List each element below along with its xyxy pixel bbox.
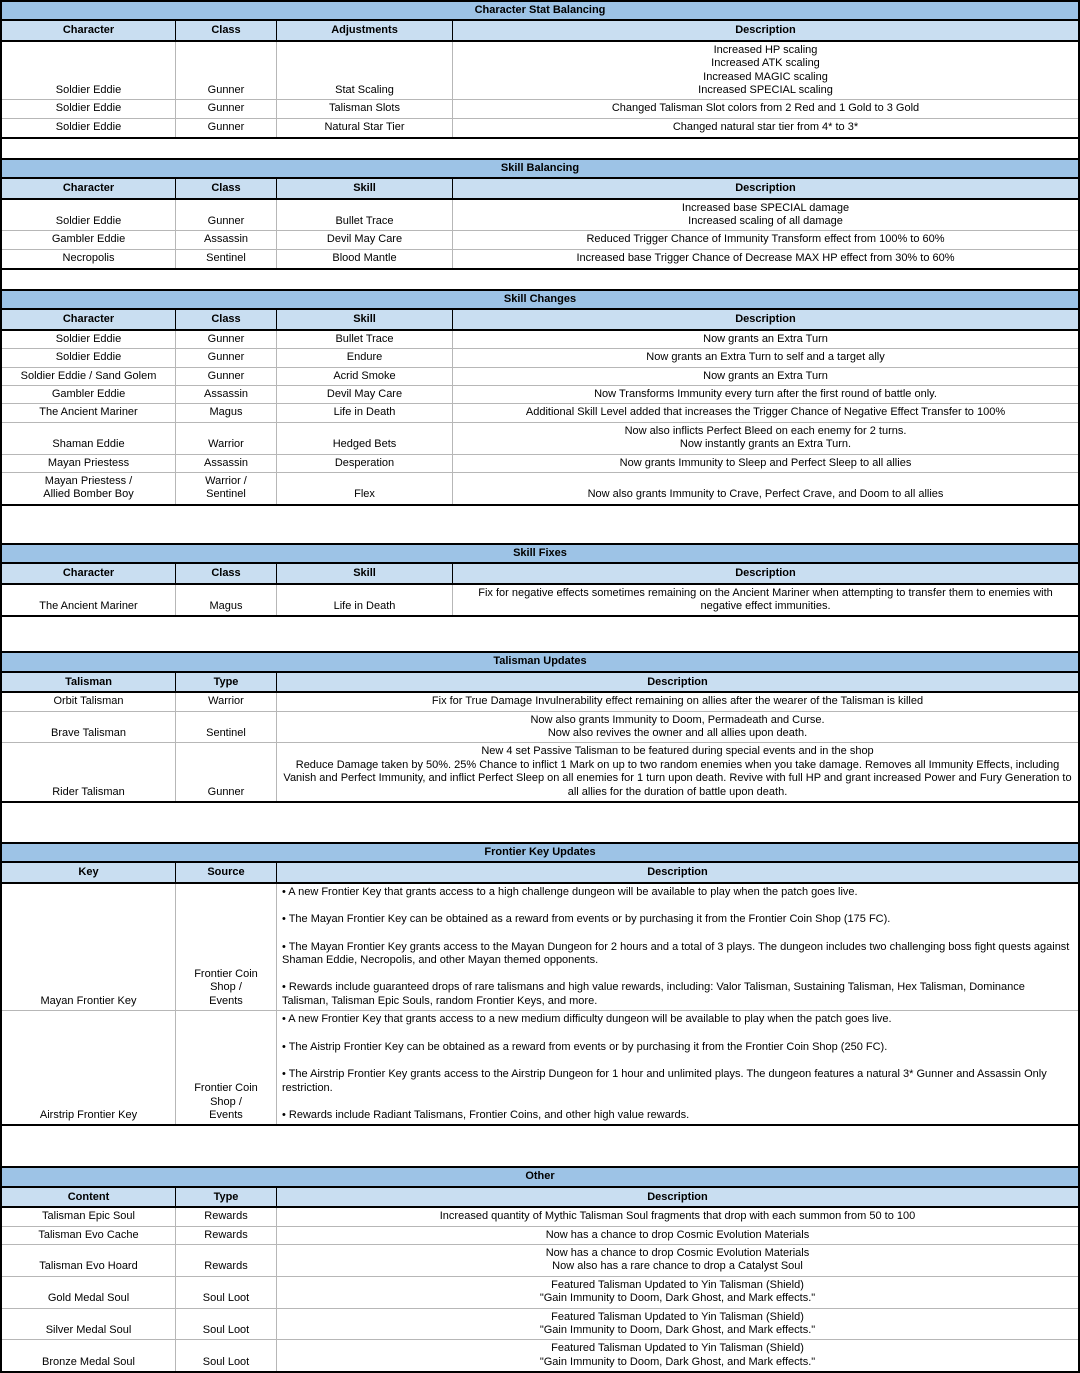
cell-line: Featured Talisman Updated to Yin Talisman (Shield) [551, 1342, 804, 1355]
table-cell [453, 100, 1078, 117]
table-cell [277, 455, 453, 472]
table-row [2, 1245, 1078, 1277]
cell-line: Gunner [207, 332, 245, 345]
cell-line: Events [209, 1108, 243, 1121]
table-cell [2, 423, 176, 454]
table-row [2, 231, 1078, 249]
table-cell [277, 693, 1078, 710]
table-cell [2, 455, 176, 472]
cell-line: Talisman Evo Cache [38, 1228, 139, 1241]
table-row [2, 884, 1078, 1011]
table-cell [277, 1011, 1078, 1124]
table-row [2, 423, 1078, 455]
cell-line: Frontier Coin Shop / [194, 1082, 258, 1108]
cell-line: Mayan Priestess [47, 456, 130, 469]
table-row [2, 1011, 1078, 1124]
table-cell [176, 1227, 277, 1244]
cell-line: Soul Loot [202, 1323, 250, 1336]
table-cell [176, 693, 277, 710]
cell-line: Increased base SPECIAL damage [681, 201, 850, 214]
table-row [2, 1227, 1078, 1245]
table-row [2, 743, 1078, 801]
cell-line: Sentinel [206, 727, 246, 739]
section-title: Character Stat Balancing [2, 2, 1078, 21]
table-cell [176, 331, 277, 348]
column-header: Content [2, 1188, 176, 1206]
table-skill-balancing [2, 158, 1078, 270]
table-cell [176, 349, 277, 366]
cell-line: Increased SPECIAL scaling [698, 84, 833, 97]
cell-line: Brave Talisman [51, 727, 126, 739]
table-cell [277, 349, 453, 366]
table-row [2, 404, 1078, 422]
table-cell [453, 349, 1078, 366]
table-cell [453, 404, 1078, 421]
table-cell [176, 200, 277, 231]
cell-line: The Ancient Mariner [39, 599, 138, 612]
cell-line: Soldier Eddie [55, 215, 122, 228]
cell-line: Orbit Talisman [53, 695, 124, 708]
table-cell [277, 100, 453, 117]
cell-line: Now grants an Extra Turn [703, 369, 828, 382]
table-cell [277, 386, 453, 403]
table-row [2, 455, 1078, 473]
table-cell [453, 455, 1078, 472]
cell-line: Soldier Eddie [55, 332, 122, 345]
cell-line: Warrior [208, 695, 244, 708]
column-header: Type [176, 673, 277, 691]
table-row [2, 386, 1078, 404]
table-cell [277, 743, 1078, 801]
table-row [2, 473, 1078, 504]
table-cell [176, 712, 277, 743]
cell-line: "Gain Immunity to Doom, Dark Ghost, and Mark effects." [539, 1323, 816, 1336]
table-row [2, 349, 1078, 367]
table-cell [453, 585, 1078, 616]
table-cell [277, 1227, 1078, 1244]
cell-line: Magus [209, 599, 243, 612]
cell-line: Devil May Care [326, 233, 403, 246]
cell-line: Featured Talisman Updated to Yin Talisman (Shield) [551, 1278, 804, 1291]
cell-line: Now also revives the owner and all allies upon death. [547, 727, 808, 739]
cell-line: Gold Medal Soul [47, 1292, 130, 1305]
column-header: Talisman [2, 673, 176, 691]
cell-line: Fix for negative effects sometimes remaining on the Ancient Mariner when attempting to transfer them to enemies with negative effect immunities. [478, 586, 1053, 612]
table-cell [2, 100, 176, 117]
cell-line: Rewards [204, 1228, 248, 1241]
table-cell [176, 250, 277, 268]
cell-line: • A new Frontier Key that grants access to a high challenge dungeon will be available to play when the patch goes live. [282, 885, 858, 898]
column-header-row [2, 310, 1078, 330]
cell-line: Rewards [204, 1260, 248, 1273]
table-cell [176, 231, 277, 248]
cell-line: • The Aistrip Frontier Key can be obtained as a reward from events or by purchasing it from the Frontier Coin Shop (250 FC). [282, 1040, 888, 1053]
table-cell [176, 1340, 277, 1371]
cell-line: Sentinel [206, 252, 246, 265]
cell-line: Bronze Medal Soul [42, 1355, 135, 1368]
section-title: Other [2, 1168, 1078, 1187]
cell-line: Reduce Damage taken by 50%. 25% Chance to inflict 1 Mark on up to two random enemies when you take damage. Removes all Immunity Effects, including Vanish and Perfect Immunity, and inflict Perfect Sleep on all enemies for 1 turn upon death. Revive with full HP and grant increased Power and Fury Generation to all allies for the duration of battle upon death. [283, 758, 1072, 798]
table-row [2, 1340, 1078, 1371]
table-cell [2, 331, 176, 348]
table-cell [453, 231, 1078, 248]
table-cell [176, 119, 277, 137]
table-cell [176, 42, 277, 100]
cell-line: Talisman Epic Soul [42, 1210, 135, 1223]
cell-line: Now grants an Extra Turn [703, 332, 828, 345]
table-cell [453, 200, 1078, 231]
table-cell [453, 119, 1078, 137]
table-cell [2, 368, 176, 385]
cell-line: Life in Death [333, 599, 396, 612]
cell-line: • A new Frontier Key that grants access to a new medium difficulty dungeon will be available to play when the patch goes live. [282, 1013, 892, 1026]
table-cell [2, 1208, 176, 1225]
cell-line: Changed Talisman Slot colors from 2 Red and 1 Gold to 3 Gold [611, 102, 920, 115]
table-cell [2, 712, 176, 743]
cell-line: Now has a chance to drop Cosmic Evolution Materials [545, 1246, 810, 1259]
cell-line: • The Mayan Frontier Key grants access to the Mayan Dungeon for 2 hours and a total of 3 plays. The dungeon includes two challenging boss fight quests against Shaman Eddie, Necropolis, and other Mayan themed opponents. [282, 940, 1070, 967]
table-cell [453, 386, 1078, 403]
table-cell [277, 1277, 1078, 1308]
cell-line: Soldier Eddie / Sand Golem [20, 369, 157, 382]
cell-line: Events [209, 994, 243, 1007]
table-row [2, 42, 1078, 101]
table-row [2, 585, 1078, 616]
cell-line: Gunner [207, 102, 245, 115]
table-talisman-updates [2, 651, 1078, 803]
table-cell [176, 743, 277, 801]
column-header: Skill [277, 310, 453, 328]
table-cell [277, 1309, 1078, 1340]
table-cell [2, 404, 176, 421]
table-cell [2, 473, 176, 504]
cell-line: Shaman Eddie [52, 438, 125, 451]
cell-line: Sentinel [206, 488, 246, 501]
cell-line: Gunner [207, 84, 245, 97]
cell-line: • Rewards include Radiant Talismans, Frontier Coins, and other high value rewards. [282, 1108, 690, 1121]
cell-line: Mayan Frontier Key [40, 994, 137, 1007]
column-header: Skill [277, 179, 453, 197]
cell-line: The Ancient Mariner [39, 406, 138, 419]
table-cell [2, 1309, 176, 1340]
column-header: Source [176, 863, 277, 881]
column-header: Character [2, 564, 176, 582]
column-header: Description [647, 866, 708, 879]
cell-line: Hedged Bets [332, 438, 397, 451]
cell-line: Assassin [203, 233, 249, 246]
cell-line: Devil May Care [326, 387, 403, 400]
column-header-row [2, 673, 1078, 693]
cell-line: Assassin [203, 387, 249, 400]
cell-line: Gambler Eddie [51, 387, 126, 400]
cell-line: Magus [209, 406, 243, 419]
table-cell [277, 404, 453, 421]
cell-line: Gunner [207, 351, 245, 364]
table-cell [176, 585, 277, 616]
cell-line: Talisman Evo Hoard [39, 1260, 138, 1273]
table-cell [453, 423, 1078, 454]
table-frontier-key-updates [2, 842, 1078, 1126]
cell-line: Soul Loot [202, 1292, 250, 1305]
table-cell [2, 200, 176, 231]
cell-line: Now instantly grants an Extra Turn. [679, 438, 852, 451]
table-cell [176, 1011, 277, 1124]
column-header-row [2, 564, 1078, 584]
cell-line: Gunner [207, 785, 245, 798]
cell-line: New 4 set Passive Talisman to be featured during special events and in the shop [481, 745, 874, 758]
table-cell [277, 368, 453, 385]
cell-line: Stat Scaling [335, 84, 394, 97]
table-cell [277, 119, 453, 137]
cell-line: Natural Star Tier [324, 121, 405, 134]
cell-line: Increased ATK scaling [711, 57, 820, 70]
table-row [2, 250, 1078, 268]
table-cell [453, 42, 1078, 100]
cell-line: Now also grants Immunity to Crave, Perfect Crave, and Doom to all allies [587, 488, 944, 501]
table-cell [2, 1227, 176, 1244]
cell-line: Now grants an Extra Turn to self and a target ally [646, 351, 885, 364]
table-cell [277, 1245, 1078, 1276]
table-cell [2, 743, 176, 801]
cell-line: Fix for True Damage Invulnerability effect remaining on allies after the wearer of the Talisman is killed [431, 695, 924, 708]
cell-line: Soldier Eddie [55, 84, 122, 97]
table-cell [2, 250, 176, 268]
table-cell [2, 119, 176, 137]
cell-line: Talisman Slots [329, 102, 400, 115]
table-cell [277, 712, 1078, 743]
cell-line: Changed natural star tier from 4* to 3* [672, 121, 859, 134]
cell-line: • The Airstrip Frontier Key grants access to the Airstrip Dungeon for 1 hour and unlimited plays. The dungeon features a natural 3* Gunner and Assassin Only restriction. [282, 1068, 1047, 1094]
cell-line: Now Transforms Immunity every turn after the first round of battle only. [594, 387, 937, 400]
table-other [2, 1166, 1078, 1373]
column-header-row [2, 21, 1078, 41]
column-header: Class [176, 21, 277, 39]
table-cell [176, 404, 277, 421]
section-title: Skill Balancing [2, 160, 1078, 179]
table-row [2, 100, 1078, 118]
table-cell [2, 1245, 176, 1276]
column-header: Description [735, 182, 796, 195]
cell-line: Bullet Trace [335, 215, 394, 228]
cell-line: Now grants Immunity to Sleep and Perfect Sleep to all allies [619, 456, 912, 469]
table-cell [2, 585, 176, 616]
cell-line: Now has a chance to drop Cosmic Evolution Materials [545, 1228, 810, 1241]
table-character-stat-balancing [2, 0, 1078, 139]
cell-line: Warrior [208, 438, 244, 451]
column-header: Character [2, 179, 176, 197]
column-header-row [2, 1188, 1078, 1208]
table-cell [277, 423, 453, 454]
cell-line: Reduced Trigger Chance of Immunity Transform effect from 100% to 60% [586, 233, 945, 246]
table-cell [453, 368, 1078, 385]
column-header: Description [735, 24, 796, 37]
table-cell [277, 1208, 1078, 1225]
table-cell [453, 473, 1078, 504]
table-cell [2, 1011, 176, 1124]
section-title: Talisman Updates [2, 653, 1078, 672]
cell-line: Allied Bomber Boy [43, 488, 134, 501]
table-cell [2, 231, 176, 248]
cell-line: Increased quantity of Mythic Talisman Soul fragments that drop with each summon from 50 to 100 [439, 1210, 916, 1223]
cell-line: Flex [354, 488, 375, 501]
cell-line: Necropolis [62, 252, 115, 265]
table-row [2, 200, 1078, 232]
cell-line: Acrid Smoke [333, 369, 396, 382]
column-header: Character [2, 310, 176, 328]
cell-line: Gambler Eddie [51, 233, 126, 246]
column-header: Description [647, 1190, 708, 1203]
table-row [2, 368, 1078, 386]
cell-line: Rewards [204, 1210, 248, 1223]
table-row [2, 1277, 1078, 1309]
cell-line: Gunner [207, 215, 245, 228]
table-cell [176, 1208, 277, 1225]
column-header-row [2, 863, 1078, 883]
table-cell [176, 386, 277, 403]
cell-line: Assassin [203, 456, 249, 469]
table-cell [176, 1309, 277, 1340]
table-cell [277, 585, 453, 616]
table-skill-fixes [2, 543, 1078, 618]
cell-line: "Gain Immunity to Doom, Dark Ghost, and Mark effects." [539, 1292, 816, 1305]
cell-line: Rider Talisman [52, 785, 125, 798]
column-header: Type [176, 1188, 277, 1206]
cell-line: Warrior / [205, 474, 247, 487]
table-cell [2, 42, 176, 100]
cell-line: Desperation [334, 456, 395, 469]
table-cell [277, 331, 453, 348]
table-row [2, 1208, 1078, 1226]
cell-line: Now also has a rare chance to drop a Catalyst Soul [552, 1260, 803, 1273]
cell-line: Soldier Eddie [55, 121, 122, 134]
table-cell [176, 1245, 277, 1276]
table-cell [277, 231, 453, 248]
cell-line: Now also inflicts Perfect Bleed on each enemy for 2 turns. [624, 424, 907, 437]
table-cell [277, 250, 453, 268]
cell-line: Additional Skill Level added that increases the Trigger Chance of Negative Effect Transfer to 100% [525, 406, 1006, 419]
table-cell [277, 42, 453, 100]
table-cell [277, 1340, 1078, 1371]
column-header: Key [2, 863, 176, 881]
table-cell [2, 693, 176, 710]
table-cell [277, 884, 1078, 1010]
cell-line: "Gain Immunity to Doom, Dark Ghost, and Mark effects." [539, 1355, 816, 1368]
table-row [2, 693, 1078, 711]
table-cell [2, 884, 176, 1010]
cell-line: Gunner [207, 369, 245, 382]
table-row [2, 712, 1078, 744]
cell-line: Featured Talisman Updated to Yin Talisman (Shield) [551, 1310, 804, 1323]
table-cell [176, 423, 277, 454]
cell-line: Mayan Priestess / [44, 474, 133, 487]
table-cell [2, 1277, 176, 1308]
cell-line: Gunner [207, 121, 245, 134]
section-title: Skill Fixes [2, 545, 1078, 564]
table-cell [176, 1277, 277, 1308]
cell-line: Blood Mantle [332, 252, 397, 265]
table-cell [2, 386, 176, 403]
column-header: Skill [277, 564, 453, 582]
table-cell [453, 331, 1078, 348]
table-row [2, 119, 1078, 137]
column-header: Description [735, 567, 796, 580]
table-cell [176, 473, 277, 504]
cell-line: • Rewards include guaranteed drops of rare talismans and high value rewards, including: Valor Talisman, Sustaining Talisman, Hex Talisman, Dominance Talisman, Talisman Epic Souls, random Frontier Keys, and more. [282, 981, 1025, 1007]
table-row [2, 1309, 1078, 1341]
column-header: Description [647, 675, 708, 688]
table-row [2, 331, 1078, 349]
table-cell [176, 100, 277, 117]
cell-line: Soul Loot [202, 1355, 250, 1368]
table-cell [2, 1340, 176, 1371]
column-header: Class [176, 179, 277, 197]
cell-line: Increased MAGIC scaling [703, 70, 828, 83]
cell-line: Increased scaling of all damage [688, 215, 843, 228]
column-header: Description [735, 313, 796, 326]
table-cell [277, 200, 453, 231]
cell-line: Increased base Trigger Chance of Decrease MAX HP effect from 30% to 60% [576, 252, 955, 265]
cell-line: Endure [346, 351, 383, 364]
cell-line: Airstrip Frontier Key [39, 1108, 138, 1121]
cell-line: Increased HP scaling [713, 43, 818, 56]
cell-line: Life in Death [333, 406, 396, 419]
cell-line: Frontier Coin Shop / [194, 968, 258, 994]
table-cell [176, 884, 277, 1010]
table-cell [453, 250, 1078, 268]
section-title: Frontier Key Updates [2, 844, 1078, 863]
section-title: Skill Changes [2, 291, 1078, 310]
cell-line: Soldier Eddie [55, 351, 122, 364]
cell-line: Silver Medal Soul [45, 1323, 132, 1336]
cell-line: Now also grants Immunity to Doom, Permadeath and Curse. [530, 713, 825, 726]
cell-line: Bullet Trace [335, 332, 394, 345]
cell-line: Soldier Eddie [55, 102, 122, 115]
cell-line: • The Mayan Frontier Key can be obtained as a reward from events or by purchasing it from the Frontier Coin Shop (175 FC). [282, 913, 891, 926]
column-header-row [2, 179, 1078, 199]
table-cell [277, 473, 453, 504]
column-header: Class [176, 564, 277, 582]
table-cell [176, 455, 277, 472]
table-cell [176, 368, 277, 385]
table-skill-changes [2, 289, 1078, 506]
table-cell [2, 349, 176, 366]
column-header: Adjustments [277, 21, 453, 39]
column-header: Character [2, 21, 176, 39]
column-header: Class [176, 310, 277, 328]
